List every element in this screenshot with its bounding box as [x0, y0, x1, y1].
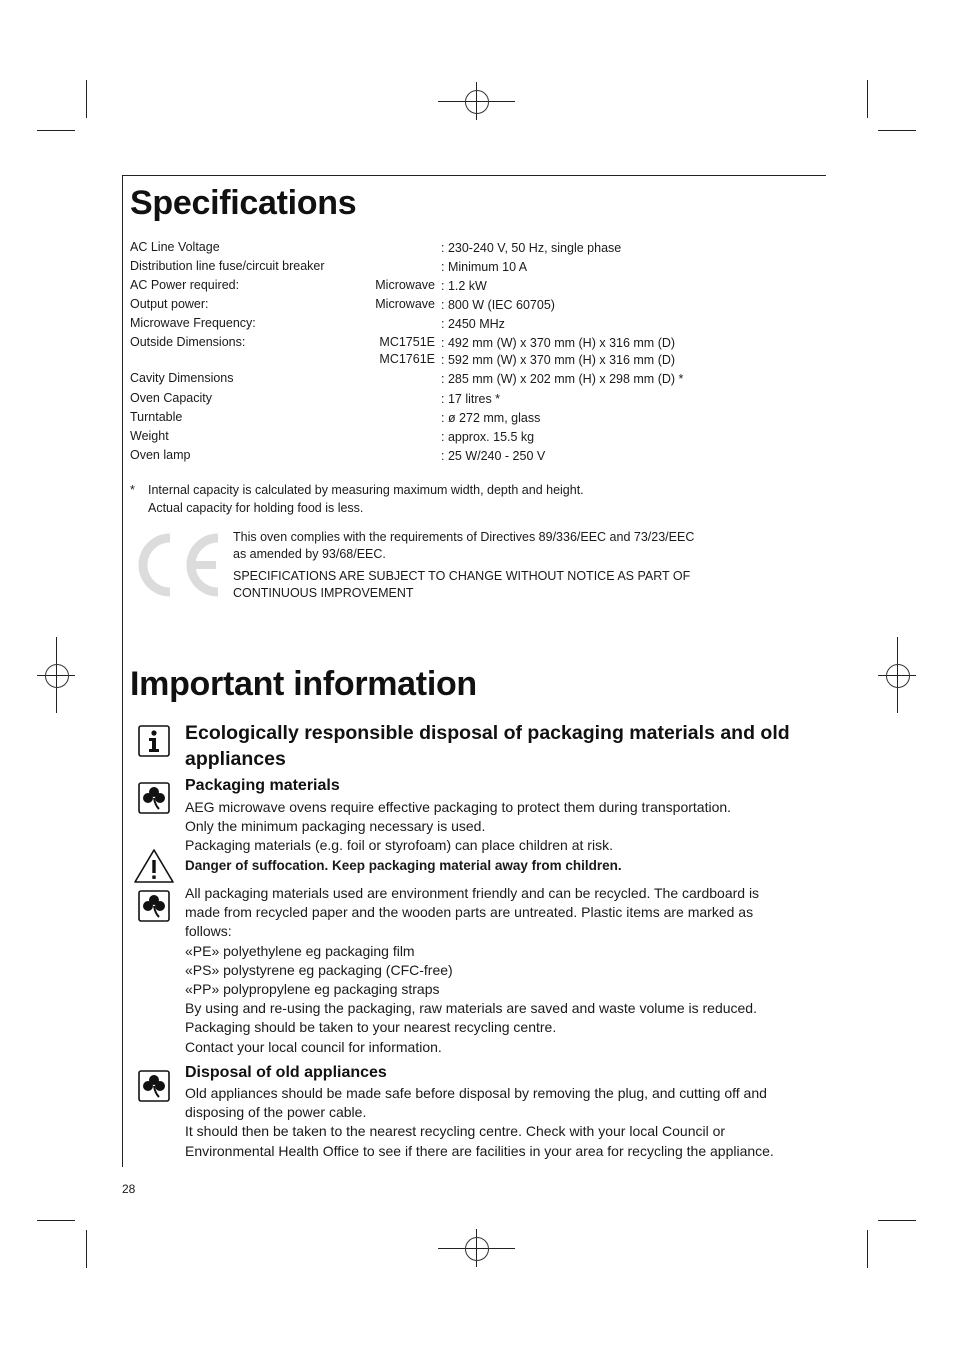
packaging-materials-title: Packaging materials [185, 777, 340, 794]
spec-row: Output power: Microwave : 800 W (IEC 60705) [130, 297, 555, 312]
section-title: Ecologically responsible disposal of packaging materials and old appliances [185, 722, 790, 770]
spec-row: Oven lamp : 25 W/240 - 250 V [130, 448, 546, 463]
page-number: 28 [122, 1182, 136, 1196]
clover-icon [138, 890, 170, 927]
spec-row: AC Line Voltage : 230-240 V, 50 Hz, single phase [130, 240, 622, 255]
disposal-title: Disposal of old appliances [185, 1064, 387, 1081]
ce-compliance-text: This oven complies with the requirements of Directives 89/336/EEC and 73/23/EEC as amended by 93/68/EEC. SPECIFICATIONS ARE SUBJECT TO CHANGE WITHOUT NOTICE AS PART OF CONTINUOUS IMPROVEMENT [233, 530, 695, 600]
clover-icon [138, 782, 170, 819]
spec-row: Distribution line fuse/circuit breaker : Minimum 10 A [130, 259, 528, 274]
specifications-title: Specifications [130, 184, 357, 222]
warning-triangle-icon [133, 848, 175, 889]
spec-row: Cavity Dimensions : 285 mm (W) x 202 mm (H) x 298 mm (D) * [130, 371, 684, 386]
info-icon [138, 725, 170, 762]
recycling-text: All packaging materials used are environment friendly and can be recycled. The cardboard is made from recycled paper and the wooden parts are untreated. Plastic items are marked as follows: «PE» polyethylene eg packaging film «PS» polystyrene eg packaging (CFC-free) «PP» polypropylene eg packaging straps By using and re-using the packaging, raw materials are saved and waste volume is reduced. Packaging should be taken to your nearest recycling centre. Contact your local council for information. [185, 885, 760, 1055]
spec-row: Oven Capacity : 17 litres * [130, 391, 501, 406]
spec-row: Microwave Frequency: : 2450 MHz [130, 316, 505, 331]
clover-icon [138, 1070, 170, 1107]
footnote-line-2: Actual capacity for holding food is less. [148, 501, 364, 515]
spec-row: AC Power required: Microwave : 1.2 kW [130, 278, 487, 293]
ce-mark-icon [130, 530, 226, 605]
spec-row: MC1761E : 592 mm (W) x 370 mm (H) x 316 mm (D) [379, 352, 676, 367]
footnote-line-1: Internal capacity is calculated by measuring maximum width, depth and height. [148, 483, 584, 497]
spec-row: Outside Dimensions: MC1751E : 492 mm (W) x 370 mm (H) x 316 mm (D) [130, 335, 676, 350]
suffocation-warning: Danger of suffocation. Keep packaging material away from children. [185, 857, 622, 873]
spec-row: Weight : approx. 15.5 kg [130, 429, 535, 444]
frame-top-rule [122, 175, 826, 176]
spec-row: Turntable : ø 272 mm, glass [130, 410, 541, 425]
frame-left-rule [122, 175, 123, 1167]
packaging-text: AEG microwave ovens require effective packaging to protect them during transportation. Only the minimum packaging necessary is used. Packaging materials (e.g. foil or styrofoam) can place children at risk. Danger of suffocation. Keep packaging material away from children. [185, 798, 825, 875]
disposal-text: Old appliances should be made safe before disposal by removing the plug, and cutting off and disposing of the power cable. It should then be taken to the nearest recycling centre. Check with your local Council or Environmental Health Office to see if there are facilities in your area for recycling the appliance. [185, 1085, 774, 1159]
important-information-title: Important information [130, 665, 477, 703]
footnote-mark: * [130, 483, 135, 497]
